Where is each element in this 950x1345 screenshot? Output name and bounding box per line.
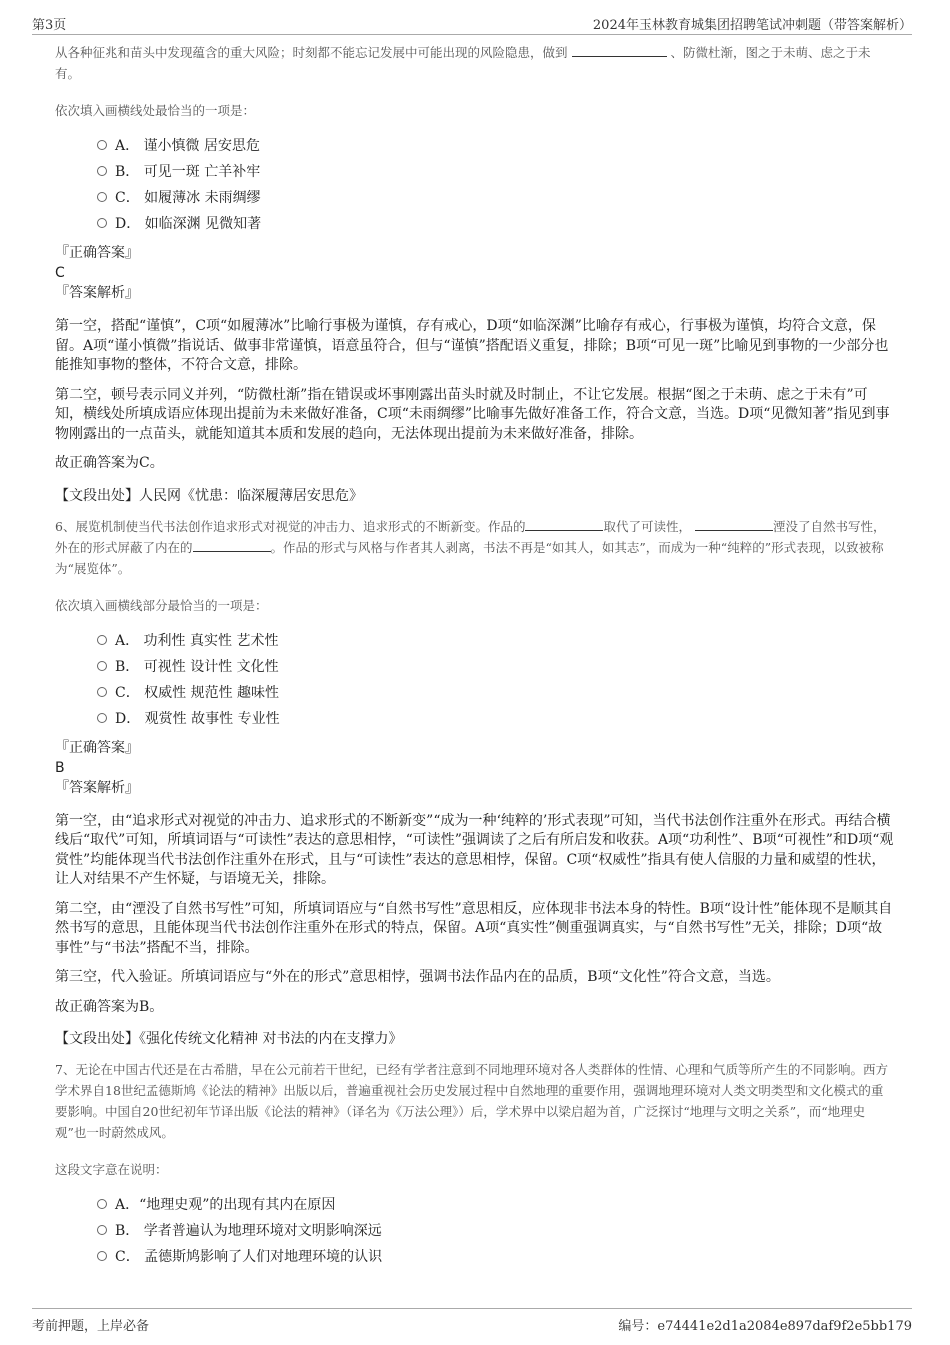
option-b[interactable]: B． 可视性 设计性 文化性 (97, 654, 895, 680)
correct-answer: C (55, 265, 65, 281)
source-citation: 【文段出处】人民网《忧患：临深履薄居安思危》 (55, 487, 363, 504)
radio-icon[interactable] (97, 687, 107, 697)
option-b[interactable]: B． 学者普遍认为地理环境对文明影响深远 (97, 1218, 895, 1244)
question-5-text: 从各种征兆和苗头中发现蕴含的重大风险；时刻都不能忘记发展中可能出现的风险隐患，做到 、防微杜渐，图之于未萌、虑之于未有。 (55, 45, 871, 81)
analysis-label: 『答案解析』 (55, 779, 139, 796)
radio-icon[interactable] (97, 661, 107, 671)
option-c[interactable]: C． 如履薄冰 未雨绸缪 (97, 185, 895, 211)
correct-answer-label: 『正确答案』 (55, 739, 139, 756)
radio-icon[interactable] (97, 635, 107, 645)
analysis-paragraph: 故正确答案为C。 (55, 455, 164, 471)
option-a[interactable]: A． 谨小慎微 居安思危 (97, 133, 895, 159)
source-citation: 【文段出处】《强化传统文化精神 对书法的内在支撑力》 (55, 1031, 403, 1047)
option-b[interactable]: B． 可见一斑 亡羊补牢 (97, 159, 895, 185)
question-7-text: 7、无论在中国古代还是在古希腊，早在公元前若干世纪，已经有学者注意到不同地理环境对各人类群体的性情、心理和气质等所产生的不同影响。西方学术界自18世纪孟德斯鸠《论法的精神》出版以后，普遍重视社会历史发展过程中自然地理的重要作用，强调地理环境对人类文明类型和文化模式的重要影响。中国自20世纪初年节译出版《论法的精神》（译名为《万法公理》）后，学术界中以梁启超为首，广泛探讨“地理与文明之关系”，而“地理史观”也一时蔚然成风。 (55, 1062, 888, 1140)
option-d[interactable]: D． 如临深渊 见微知著 (97, 211, 895, 237)
page-number: 第3页 (32, 18, 67, 33)
question-5-options (97, 133, 895, 237)
radio-icon[interactable] (97, 1251, 107, 1261)
radio-icon[interactable] (97, 166, 107, 176)
option-c[interactable]: C． 权威性 规范性 趣味性 (97, 680, 895, 706)
page-content (55, 42, 895, 1276)
radio-icon[interactable] (97, 140, 107, 150)
question-6-prompt: 依次填入画横线部分最恰当的一项是： (55, 597, 268, 613)
radio-icon[interactable] (97, 218, 107, 228)
analysis-paragraph: 第二空，由“湮没了自然书写性”可知，所填词语应与“自然书写性”意思相反，应体现非书法本身的特性。B项“设计性”能体现不是顺其自然书写的意思，且能体现当代书法创作注重外在形式的特点，保留。A项“真实性”侧重强调真实，与“自然书写性”无关，排除；D项“故事性”与“书法”搭配不当，排除。 (55, 900, 893, 956)
document-id: 编号：e74441e2d1a2084e897daf9f2e5bb179 (618, 1319, 912, 1334)
option-d[interactable]: D． 观赏性 故事性 专业性 (97, 706, 895, 732)
option-a[interactable]: A．“地理史观”的出现有其内在原因 (97, 1192, 895, 1218)
question-6-options (97, 628, 895, 732)
blank-line (695, 518, 773, 531)
blank-line (525, 518, 603, 531)
option-a[interactable]: A． 功利性 真实性 艺术性 (97, 628, 895, 654)
question-6-text: 6、展览机制使当代书法创作追求形式对视觉的冲击力、追求形式的不断新变。作品的 取代了可读性， 湮没了自然书写性，外在的形式屏蔽了内在的 。作品的形式与风格与作者其人剥离，书法不再是“如其人，如其志”，而成为一种“纯粹的”形式表现，以致被称为“展览体”。 (55, 518, 886, 576)
radio-icon[interactable] (97, 192, 107, 202)
question-7-options (97, 1192, 895, 1270)
analysis-paragraph: 第一空，由“追求形式对视觉的冲击力、追求形式的不断新变”“成为一种‘纯粹的’形式表现”可知，当代书法创作注重外在形式。再结合横线后“取代”可知，所填词语与“可读性”表达的意思相悖，“可读性”强调读了之后有所启发和收获。A项“功利性”、B项“可视性”和D项“观赏性”均能体现当代书法创作注重外在形式，且与“可读性”表达的意思相悖，保留。C项“权威性”指具有使人信服的力量和威望的性状，让人对结果不产生怀疑，与语境无关，排除。 (55, 812, 894, 887)
analysis-label: 『答案解析』 (55, 285, 139, 301)
question-5-prompt: 依次填入画横线处最恰当的一项是： (55, 103, 256, 118)
document-title: 2024年玉林教育城集团招聘笔试冲刺题（带答案解析） (592, 18, 912, 33)
correct-answer: B (55, 759, 65, 776)
analysis-paragraph: 第二空，顿号表示同义并列，“防微杜渐”指在错误或坏事刚露出苗头时就及时制止，不让它发展。根据“图之于未萌、虑之于未有”可知，横线处所填成语应体现出提前为未来做好准备，C项“未雨绸缪”比喻事先做好准备工作，符合文意，当选。D项“见微知著”指见到事物刚露出的一点苗头，就能知道其本质和发展的趋向，无法体现出提前为未来做好准备，排除。 (55, 386, 890, 442)
page-footer (32, 1308, 912, 1337)
radio-icon[interactable] (97, 1225, 107, 1235)
question-7-prompt: 这段文字意在说明： (55, 1162, 168, 1177)
radio-icon[interactable] (97, 1199, 107, 1209)
blank-line (193, 539, 271, 552)
correct-answer-label: 『正确答案』 (55, 245, 139, 261)
page-header (32, 10, 912, 35)
footer-slogan: 考前押题，上岸必备 (32, 1319, 150, 1334)
option-c[interactable]: C． 孟德斯鸠影响了人们对地理环境的认识 (97, 1244, 895, 1270)
blank-line (572, 44, 667, 57)
analysis-paragraph: 第一空，搭配“谨慎”，C项“如履薄冰”比喻行事极为谨慎，存有戒心，D项“如临深渊”比喻存有戒心，行事极为谨慎，均符合文意，保留。A项“谨小慎微”指说话、做事非常谨慎，语意虽符合，但与“谨慎”搭配语义重复，排除；B项“可见一斑”比喻见到事物的一少部分也能推知事物的整体，不符合文意，排除。 (55, 318, 889, 373)
analysis-paragraph: 第三空，代入验证。所填词语应与“外在的形式”意思相悖，强调书法作品内在的品质，B项“文化性”符合文意，当选。 (55, 969, 780, 985)
radio-icon[interactable] (97, 713, 107, 723)
analysis-paragraph: 故正确答案为B。 (55, 998, 164, 1015)
